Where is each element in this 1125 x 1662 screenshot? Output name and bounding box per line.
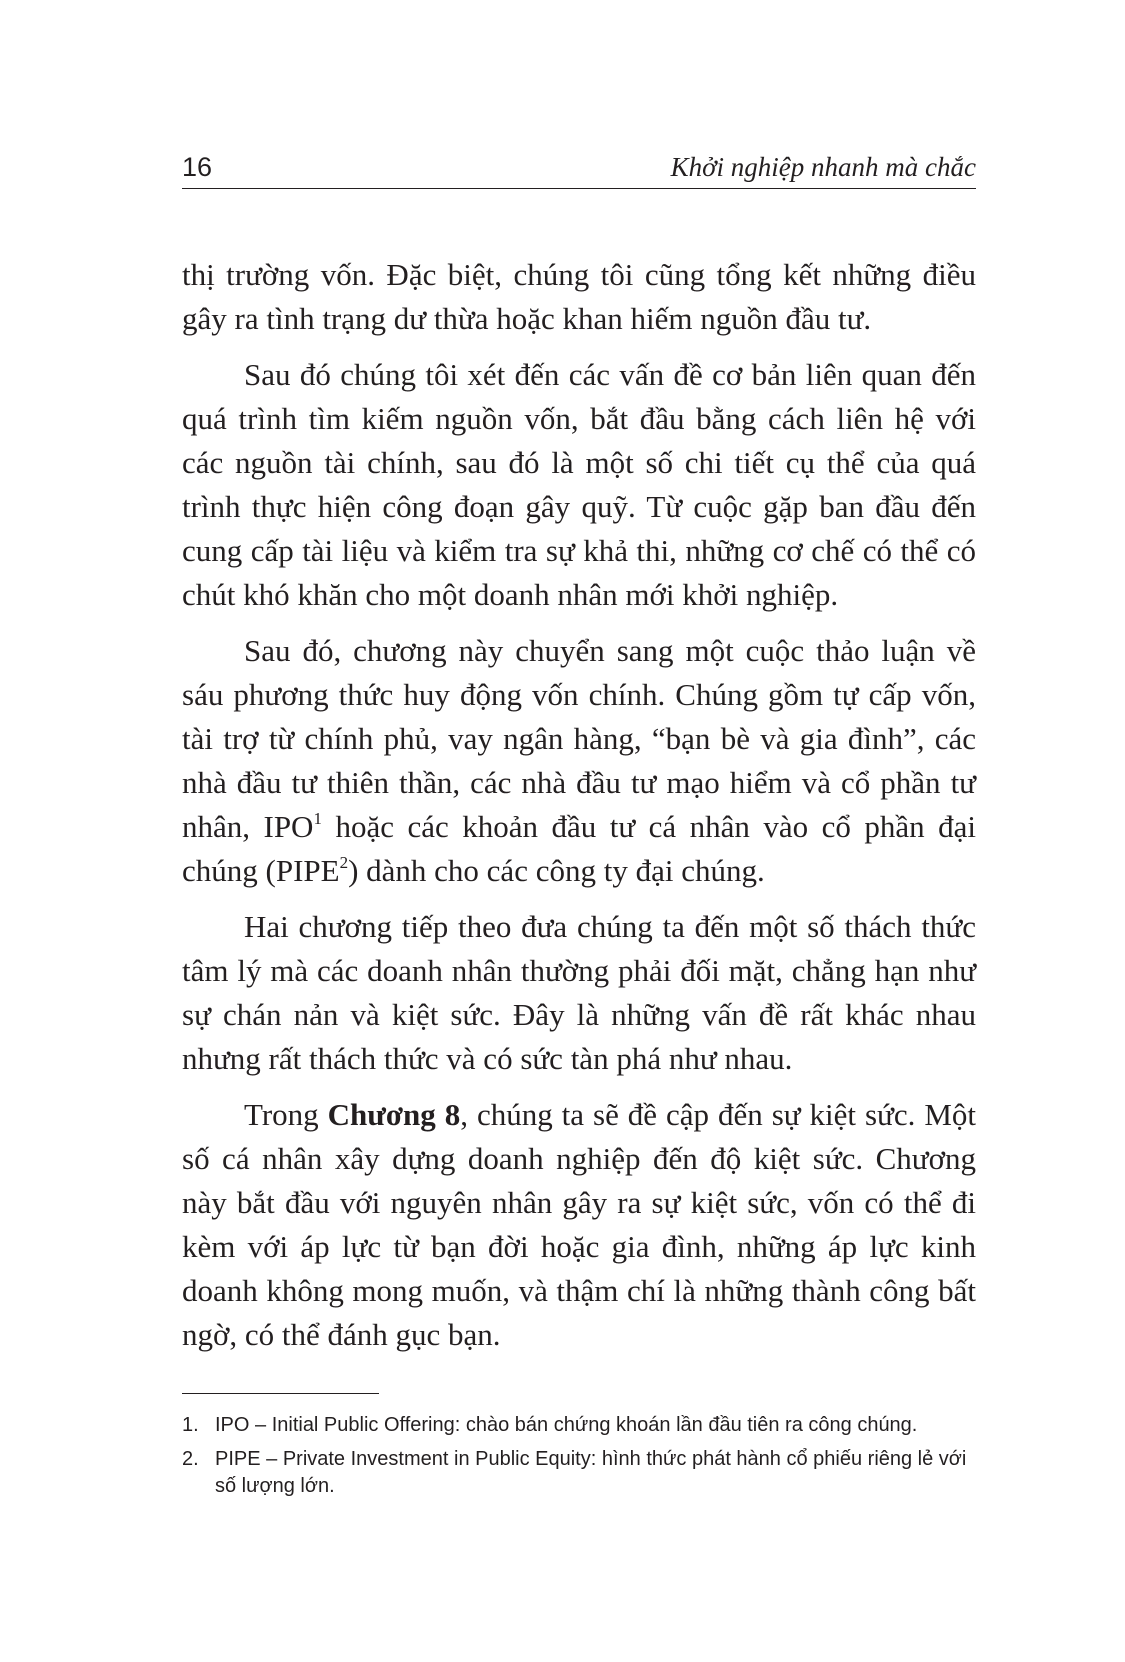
footnotes [182,1412,976,1507]
footnote-ref-1: 1 [313,808,322,828]
paragraph-3-text-1: Sau đó, chương này chuyển sang một cuộc thảo luận về sáu phương thức huy động vốn chính. Chúng gồm tự cấp vốn, tài trợ từ chính phủ, vay ngân hàng, “bạn bè và gia đình”, các nhà đầu tư thiên thần, các nhà đầu tư mạo hiểm và cổ phần tư nhân, IPO [182,633,976,844]
chapter-reference: Chương 8 [327,1097,461,1132]
footnote-1 [182,1412,976,1439]
footnote-ref-2: 2 [339,852,349,872]
footnote-2 [182,1446,976,1500]
footnote-number: 2. [182,1448,199,1470]
paragraph-2: Sau đó chúng tôi xét đến các vấn đề cơ bản liên quan đến quá trình tìm kiếm nguồn vốn, bắt đầu bằng cách liên hệ với các nguồn tài chính, sau đó là một số chi tiết cụ thể của quá trình thực hiện công đoạn gây quỹ. Từ cuộc gặp ban đầu đến cung cấp tài liệu và kiểm tra sự khả thi, những cơ chế có thể có chút khó khăn cho một doanh nhân mới khởi nghiệp. [182,357,976,612]
paragraph-5 [182,1093,976,1357]
footnote-text: PIPE – Private Investment in Public Equity: hình thức phát hành cổ phiếu riêng lẻ với số lượng lớn. [215,1448,967,1497]
footnote-number: 1. [182,1414,199,1436]
running-header [182,150,976,189]
paragraph-1: thị trường vốn. Đặc biệt, chúng tôi cũng tổng kết những điều gây ra tình trạng dư thừa hoặc khan hiếm nguồn đầu tư. [182,257,976,336]
book-title: Khởi nghiệp nhanh mà chắc [670,152,976,182]
footnote-text: IPO – Initial Public Offering: chào bán chứng khoán lần đầu tiên ra công chúng. [215,1414,918,1436]
paragraph-4: Hai chương tiếp theo đưa chúng ta đến một số thách thức tâm lý mà các doanh nhân thường phải đối mặt, chẳng hạn như sự chán nản và kiệt sức. Đây là những vấn đề rất khác nhau nhưng rất thách thức và có sức tàn phá như nhau. [182,909,976,1076]
paragraph-3 [182,629,976,893]
paragraph-5-text-2: , chúng ta sẽ đề cập đến sự kiệt sức. Một số cá nhân xây dựng doanh nghiệp đến độ kiệt sức. Chương này bắt đầu với nguyên nhân gây ra sự kiệt sức, vốn có thể đi kèm với áp lực từ bạn đời hoặc gia đình, những áp lực kinh doanh không mong muốn, và thậm chí là những thành công bất ngờ, có thể đánh gục bạn. [182,1097,977,1352]
footnote-divider [182,1393,379,1394]
paragraph-3-text-2: hoặc các khoản đầu tư cá nhân vào cổ phần đại chúng (PIPE [182,809,976,888]
body-text [182,253,976,1369]
paragraph-3-text-3: ) dành cho các công ty đại chúng. [348,853,765,888]
paragraph-5-text-1: Trong [244,1097,328,1132]
page-number: 16 [182,152,213,182]
